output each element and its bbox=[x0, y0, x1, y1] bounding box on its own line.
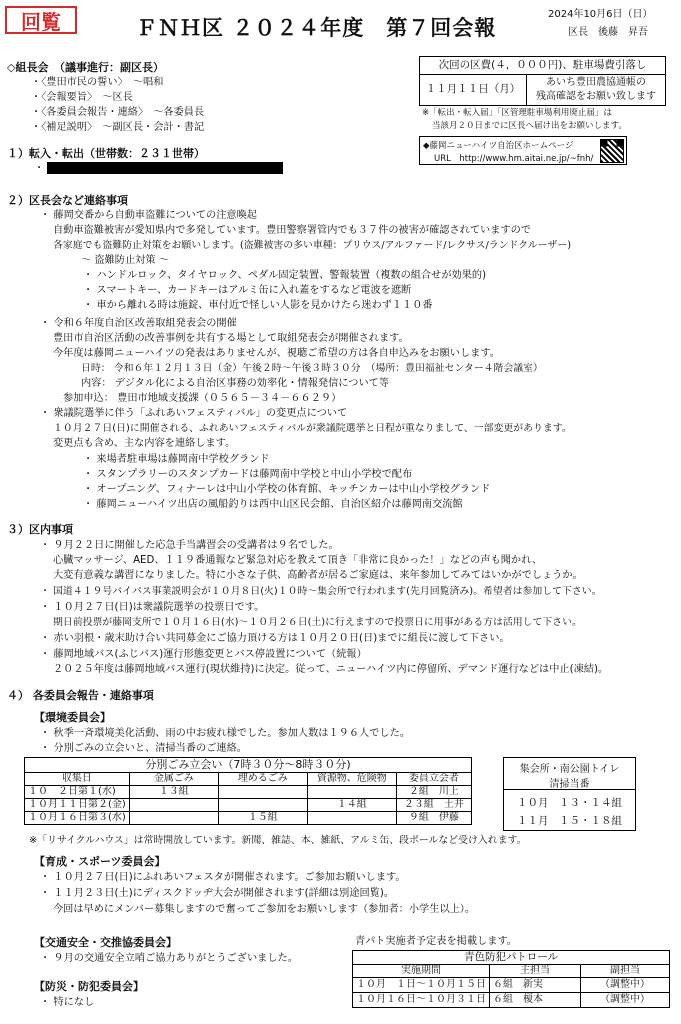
s2-line: ・ スタンプラリーのスタンプカードは藤岡南中学校と中山小学校で配布 bbox=[83, 469, 413, 480]
sports-line: 今回は早めにメンバー募集しますので奮ってご参加をお願いします（参加者：小学生以上）。 bbox=[53, 904, 476, 915]
s3-line: ・ ９月２２日に開催した応急手当講習会の受講者は９名でした。 bbox=[40, 540, 339, 551]
cell: １０月１１日第２(金) bbox=[25, 799, 130, 812]
s2-line: 豊田市自治区活動の改善事例を共有する場として取組発表会が開催されます。 bbox=[53, 333, 409, 344]
toilet-subtitle: 清掃当番 bbox=[549, 779, 590, 790]
table-row bbox=[353, 993, 670, 1008]
meeting-item: ・〈各委員会報告・連絡〉 ～各委員長 bbox=[31, 107, 205, 118]
s2-line: 内容： デジタル化による自治区事務の効率化・情報発信について等 bbox=[81, 378, 390, 389]
cell: １０月１６日第３(水) bbox=[25, 812, 130, 825]
cell: １０月１６日～１０月３１日 bbox=[353, 993, 490, 1008]
cell: ２３組 土井 bbox=[396, 799, 471, 812]
s2-line: 日時： 令和６年１２月１３日（金）午後２時～午後３時３０分 （場所：豊田福祉センター４階会議室） bbox=[81, 363, 543, 374]
crime-line: ・ 特になし bbox=[40, 997, 95, 1008]
cell bbox=[129, 799, 218, 812]
table-row bbox=[25, 799, 472, 812]
sports-committee-heading: 【育成・スポーツ委員会】 bbox=[34, 855, 166, 868]
toilet-row: １０月 １３・１４組 bbox=[517, 797, 622, 809]
s2-line: １０月２７日(日)に開催される、ふれあいフェスティバルが衆議院選挙と日程が重なりまして、一部変更があります。 bbox=[53, 423, 572, 434]
cell: １４組 bbox=[307, 799, 396, 812]
toilet-row: １１月 １５・１８組 bbox=[517, 815, 622, 827]
col-header: 金属ごみ bbox=[129, 773, 218, 786]
issue-date: 2024年10月6日（日） bbox=[548, 9, 653, 20]
circulation-stamp: 回覧 bbox=[5, 6, 77, 34]
cell: １３組 bbox=[129, 786, 218, 799]
s2-line: 各家庭でも盗難防止対策をお願いします。(盗難被害の多い車種：プリウス/アルファード/レクサス/ランドクルーザー) bbox=[53, 240, 572, 251]
section1-heading: １）転入・転出（世帯数：２３１世帯） bbox=[7, 147, 205, 160]
env-line: ・ 秋季一斉環境美化活動、雨の中お疲れ様でした。参加人数は１９６人でした。 bbox=[40, 728, 410, 739]
col-header: 委員立会者 bbox=[396, 773, 471, 786]
patrol-caption: 青色防犯パトロール bbox=[353, 951, 670, 965]
col-header: 実施期間 bbox=[353, 965, 490, 978]
cell bbox=[218, 799, 307, 812]
meeting-item: ・〈補足説明〉 ～副区長・会計・書記 bbox=[31, 122, 205, 133]
cell: １５組 bbox=[218, 812, 307, 825]
s2-line: ・ オープニング、フィナーレは中山小学校の体育館、キッチンカーは中山小学校グランド bbox=[83, 484, 491, 495]
s2-line: ・ 藤岡ニューハイツ出店の風船釣りは西中山区民会館、自治区紹介は藤岡南交流館 bbox=[83, 499, 463, 510]
table-row bbox=[25, 812, 472, 825]
homepage-title: ◆藤岡ニューハイツ自治区ホームページ bbox=[423, 141, 574, 151]
officials: 区長 後藤 昇吾 bbox=[568, 27, 648, 38]
s2-line: ・ 藤岡交番から自動車盗難についての注意喚起 bbox=[40, 210, 257, 221]
s2-line: ～ 盗難防止対策 ～ bbox=[81, 255, 169, 266]
table-row bbox=[25, 786, 472, 799]
section2-heading: ２）区長会など連絡事項 bbox=[7, 194, 128, 207]
col-header: 副担当 bbox=[581, 965, 670, 978]
patrol-schedule-table bbox=[352, 950, 670, 1008]
s3-line: 心臓マッサージ、AED、１１９番通報など緊急対応を教えて頂き「非常に良かった！」などの声も聞かれ、 bbox=[53, 555, 543, 566]
col-header: 主担当 bbox=[490, 965, 581, 978]
fee-notice-line1: 次回の区費(４，０００円)、駐車場費引落し bbox=[420, 57, 665, 75]
s3-line: ・ 国道４１９号バイパス事業説明会が１０月８日(火)１０時～集会所で行われます(先月回覧済み)。希望者は参加して下さい。 bbox=[40, 586, 602, 597]
page-title: ＦＮＨ区 ２０２４年度 第７回会報 bbox=[136, 16, 497, 40]
cell bbox=[307, 786, 396, 799]
s2-line: ・ スマートキー、カードキーはアルミ缶に入れ蓋をするなど電波を遮断 bbox=[83, 285, 412, 296]
moving-entry bbox=[34, 162, 283, 176]
move-notice-2: 当該月２０日までに区長へ届け出をお願いします。 bbox=[432, 121, 627, 131]
patrol-intro: 青パト実施者予定表を掲載します。 bbox=[355, 936, 517, 947]
s2-line: ・ 車から離れる時は施錠、車付近で怪しい人影を見かけたら迷わず１１０番 bbox=[83, 300, 433, 311]
sports-line: ・ １１月２３日(土)にディスクドッヂ大会が開催されます(詳細は別途回覧)。 bbox=[40, 888, 395, 899]
meeting-heading: ◇組長会 （議事進行：副区長） bbox=[7, 61, 164, 74]
cell: ９組 伊藤 bbox=[396, 812, 471, 825]
col-header: 資源物、危険物 bbox=[307, 773, 396, 786]
s2-line: 変更点も含め、主な内容を連絡します。 bbox=[53, 438, 236, 449]
cell bbox=[218, 786, 307, 799]
sports-line: ・ １０月２７日(日)にふれあいフェスタが開催されます。ご参加お願いします。 bbox=[40, 872, 406, 883]
meeting-item: ・〈豊田市民の誓い〉 ～唱和 bbox=[31, 77, 164, 88]
cell: （調整中） bbox=[581, 993, 670, 1008]
cell bbox=[307, 812, 396, 825]
cell: ６組 新実 bbox=[490, 978, 581, 993]
s2-line: ・ ハンドルロック、タイヤロック、ペダル固定装置、警報装置（複数の組合せが効果的) bbox=[83, 270, 487, 281]
env-committee-heading: 【環境委員会】 bbox=[34, 711, 111, 724]
s2-line: ・ 衆議院選挙に伴う「ふれあいフェスティバル」の変更点について bbox=[40, 408, 348, 419]
s2-line: ・ 令和６年度自治区改善取組発表会の開催 bbox=[40, 318, 237, 329]
s3-line: ２０２５年度は藤岡地域バス運行(現状維持)に決定。従って、ニューハイツ内に停留所、デマンド運行などは中止(凍結)。 bbox=[53, 664, 609, 675]
s3-line: 大変有意義な講習になりました。特に小さな子供、高齢者が居るご家庭は、来年参加してみてはいかがでしょうか。 bbox=[53, 570, 583, 581]
fee-notice-note1: あいち豊田農協通帳の bbox=[546, 77, 646, 88]
col-header: 埋めるごみ bbox=[218, 773, 307, 786]
toilet-cleaning-box bbox=[503, 757, 636, 831]
s2-line: 自動車盗難被害が愛知県内で多発しています。豊田警察署管内でも３７件の被害が確認されていますので bbox=[53, 225, 531, 236]
fee-notice-box bbox=[419, 56, 666, 106]
s2-line: 参加申込： 豊田市地域支援課（０５６５－３４－６６２９） bbox=[63, 393, 342, 404]
garbage-table-caption: 分別ごみ立会い（7時３０分～8時３０分) bbox=[25, 758, 472, 773]
env-line: ・ 分別ごみの立会いと、清掃当番のご連絡。 bbox=[40, 743, 247, 754]
crime-committee-heading: 【防災・防犯委員会】 bbox=[34, 980, 144, 993]
toilet-title: 集会所・南公園トイレ bbox=[519, 764, 620, 775]
cell: １０月 １日～１０月１５日 bbox=[353, 978, 490, 993]
s3-line: ・ 藤岡地域バス(ふじバス)運行形態変更とバス停設置について（続報） bbox=[40, 649, 367, 660]
recycle-note: ※「リサイクルハウス」は常時開放しています。新聞、雑誌、本、雑紙、アルミ缶、段ボールなど受け入れます。 bbox=[29, 835, 527, 846]
qr-code-icon[interactable] bbox=[600, 139, 624, 163]
cell bbox=[129, 812, 218, 825]
redacted-block bbox=[47, 162, 283, 174]
table-row bbox=[353, 978, 670, 993]
homepage-url[interactable]: URL http://www.hm.aitai.ne.jp/~fnh/ bbox=[434, 154, 594, 164]
cell: ６組 榎本 bbox=[490, 993, 581, 1008]
cell: （調整中） bbox=[581, 978, 670, 993]
meeting-item: ・〈会報要旨〉 ～区長 bbox=[31, 92, 133, 103]
s2-line: 今年度は藤岡ニューハイツの発表はありませんが、視聴ご希望の方は各自申込みをお願いします。 bbox=[53, 348, 500, 359]
fee-notice-note2: 残高確認をお願い致します bbox=[536, 91, 656, 102]
s3-line: ・ 赤い羽根・歳末助け合い共同募金にご協力頂ける方は１０月２０日(日)までに組長に渡して下さい。 bbox=[40, 633, 510, 644]
s2-line: ・ 来場者駐車場は藤岡南中学校グランド bbox=[83, 454, 270, 465]
col-header: 収集日 bbox=[25, 773, 130, 786]
move-notice-1: ※「転出・転入届」「区管理駐車場利用廃止届」は bbox=[422, 108, 612, 118]
section4-heading: ４） 各委員会報告・連絡事項 bbox=[7, 689, 154, 702]
fee-notice-date: １１月１１日（月） bbox=[420, 74, 527, 105]
garbage-schedule-table bbox=[24, 757, 472, 825]
cell: １０ ２日第１(水) bbox=[25, 786, 130, 799]
homepage-box bbox=[419, 136, 627, 165]
bullet: ・ bbox=[34, 163, 45, 174]
section3-heading: ３）区内事項 bbox=[7, 523, 73, 536]
traffic-line: ・ ９月の交通安全立哨ご協力ありがとうございました。 bbox=[40, 953, 298, 964]
s3-line: 期日前投票が藤岡支所で１０月１６日(水)～１０月２６日(土)に行えますので投票日に用事がある方は活用して下さい。 bbox=[53, 617, 582, 628]
cell: ２組 川上 bbox=[396, 786, 471, 799]
s3-line: ・ １０月２７日(日)は衆議院選挙の投票日です。 bbox=[40, 602, 265, 613]
traffic-committee-heading: 【交通安全・交推協委員会】 bbox=[34, 936, 177, 949]
